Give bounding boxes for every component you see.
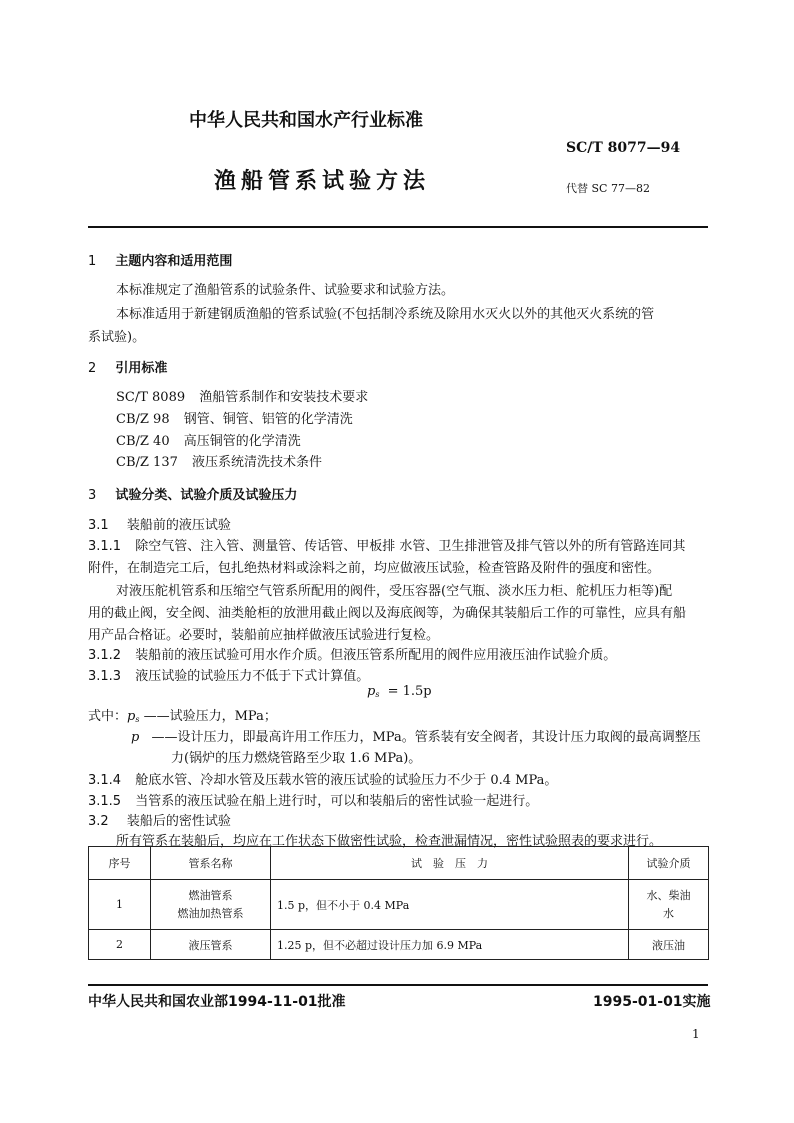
section-number: 1: [88, 254, 97, 269]
clause-3-1-1: [88, 535, 685, 554]
clause-text: 舱底水管、冷却水管及压载水管的液压试验的试验压力不少于 0.4 MPa。: [135, 773, 558, 788]
reference-name: 渔船管系制作和安装技术要求: [199, 390, 369, 405]
subsection-3-1-heading: [88, 514, 231, 533]
footer-divider: [88, 984, 708, 986]
table-row: [89, 880, 709, 930]
clause-number: 3.2: [88, 814, 109, 829]
page-number: 1: [692, 1027, 700, 1041]
effective-date-line: 1995-01-01实施: [593, 994, 711, 1010]
table-cell-pressure: 1.25 p，但不必超过设计压力加 6.9 MPa: [271, 930, 629, 960]
section-2-heading: [88, 357, 167, 376]
clause-number: 3.1.4: [88, 773, 122, 788]
test-medium: 水、柴油: [646, 888, 691, 902]
table-cell-pressure: 1.5 p，但不小于 0.4 MPa: [271, 880, 629, 930]
clause-3-1-4: [88, 769, 557, 788]
formula-subscript: s: [375, 690, 380, 699]
section-title: 试验分类、试验介质及试验压力: [115, 488, 298, 503]
section-1-heading: [88, 250, 232, 269]
paragraph: 本标准规定了渔船管系的试验条件、试验要求和试验方法。: [116, 283, 455, 298]
standard-number: SC/T 8077—94: [566, 140, 681, 156]
test-medium: 水: [663, 906, 674, 920]
clause-title: 装船后的密性试验: [126, 814, 231, 829]
where-symbol: p: [131, 730, 140, 745]
table-header-cell: 试验介质: [629, 847, 709, 880]
where-prefix: 式中：: [88, 709, 128, 724]
where-line-1: [88, 705, 277, 724]
clause-3-1-3: [88, 665, 369, 684]
clause-title: 装船前的液压试验: [126, 518, 231, 533]
reference-item: [116, 386, 368, 405]
where-line-2: [131, 726, 701, 745]
paragraph: 系试验)。: [88, 330, 146, 345]
table-cell-names: [151, 930, 271, 960]
reference-name: 液压系统清洗技术条件: [192, 455, 323, 470]
replaces-note: 代替 SC 77—82: [566, 182, 650, 195]
formula-rhs: = 1.5p: [387, 684, 432, 699]
formula-symbol: p: [367, 684, 376, 699]
table-cell-media: [629, 930, 709, 960]
section-number: 3: [88, 488, 97, 503]
approval-line: 中华人民共和国农业部1994-11-01批准: [88, 994, 346, 1010]
section-title: 引用标准: [115, 361, 168, 376]
pressure-test-table: [88, 846, 709, 960]
system-name: 燃油管系: [188, 888, 233, 902]
paragraph: 所有管系在装船后，均应在工作状态下做密性试验，检查泄漏情况，密性试验照表的要求进行。: [116, 834, 663, 849]
reference-item: [116, 451, 322, 470]
formula: [367, 684, 432, 699]
reference-name: 钢管、铜管、铝管的化学清洗: [183, 412, 353, 427]
paragraph: 本标准适用于新建钢质渔船的管系试验(不包括制冷系统及除用水灭火以外的其他灭火系统的管: [116, 307, 655, 322]
clause-text-line: 用的截止阀，安全阀、油类舱柜的放泄用截止阀以及海底阀等，为确保其装船后工作的可靠性，应具有船: [88, 606, 687, 621]
table-row: [89, 930, 709, 960]
clause-text-line: 附件，在制造完工后，包扎绝热材料或涂料之前，均应做液压试验，检查管路及附件的强度和密性。: [88, 561, 661, 576]
clause-number: 3.1.3: [88, 669, 122, 684]
clause-text: 除空气管、注入管、测量管、传话管、甲板排 水管、卫生排泄管及排气管以外的所有管路连同其: [135, 539, 686, 554]
system-name: 液压管系: [188, 938, 233, 952]
header-divider: [88, 226, 708, 228]
table-header-cell: 序号: [89, 847, 151, 880]
table-header-row: [89, 847, 709, 880]
reference-code: CB/Z 40: [116, 434, 170, 449]
clause-3-1-2: [88, 644, 616, 663]
table-cell-names: [151, 880, 271, 930]
reference-item: [116, 408, 353, 427]
reference-item: [116, 430, 301, 449]
table-header-cell: 管系名称: [151, 847, 271, 880]
clause-text: 装船前的液压试验可用水作介质。但液压管系所配用的阀件应用液压油作试验介质。: [135, 648, 617, 663]
table-cell-media: [629, 880, 709, 930]
reference-name: 高压铜管的化学清洗: [183, 434, 301, 449]
reference-code: SC/T 8089: [116, 390, 186, 405]
section-number: 2: [88, 361, 97, 376]
subsection-3-2-heading: [88, 810, 231, 829]
where-line-3: 力(锅炉的压力燃烧管路至少取 1.6 MPa)。: [171, 751, 422, 766]
clause-text-line: 对液压舵机管系和压缩空气管系所配用的阀件，受压容器(空气瓶、淡水压力柜、舵机压力柜等)配: [116, 584, 673, 599]
clause-number: 3.1.5: [88, 794, 122, 809]
test-medium: 液压油: [652, 938, 685, 952]
document-title: 渔船管系试验方法: [214, 169, 431, 194]
where-definition: ——设计压力，即最高许用工作压力，MPa。管系装有安全阀者，其设计压力取阀的最高调整压: [151, 730, 701, 745]
system-name: 燃油加热管系: [177, 906, 244, 920]
table-cell-no: 2: [89, 930, 151, 960]
clause-text-line: 用产品合格证。必要时，装船前应抽样做液压试验进行复检。: [88, 628, 440, 643]
reference-code: CB/Z 137: [116, 455, 178, 470]
org-title: 中华人民共和国水产行业标准: [189, 110, 423, 131]
where-definition: ——试验压力，MPa；: [143, 709, 277, 724]
clause-number: 3.1: [88, 518, 109, 533]
clause-number: 3.1.2: [88, 648, 122, 663]
section-3-heading: [88, 484, 297, 503]
clause-3-1-5: [88, 790, 538, 809]
clause-text: 液压试验的试验压力不低于下式计算值。: [135, 669, 370, 684]
where-subscript: s: [135, 715, 140, 724]
table-header-cell: 试 验 压 力: [271, 847, 629, 880]
section-title: 主题内容和适用范围: [115, 254, 233, 269]
reference-code: CB/Z 98: [116, 412, 170, 427]
where-symbol: p: [127, 709, 136, 724]
table-cell-no: 1: [89, 880, 151, 930]
clause-text: 当管系的液压试验在船上进行时，可以和装船后的密性试验一起进行。: [135, 794, 539, 809]
clause-number: 3.1.1: [88, 539, 122, 554]
